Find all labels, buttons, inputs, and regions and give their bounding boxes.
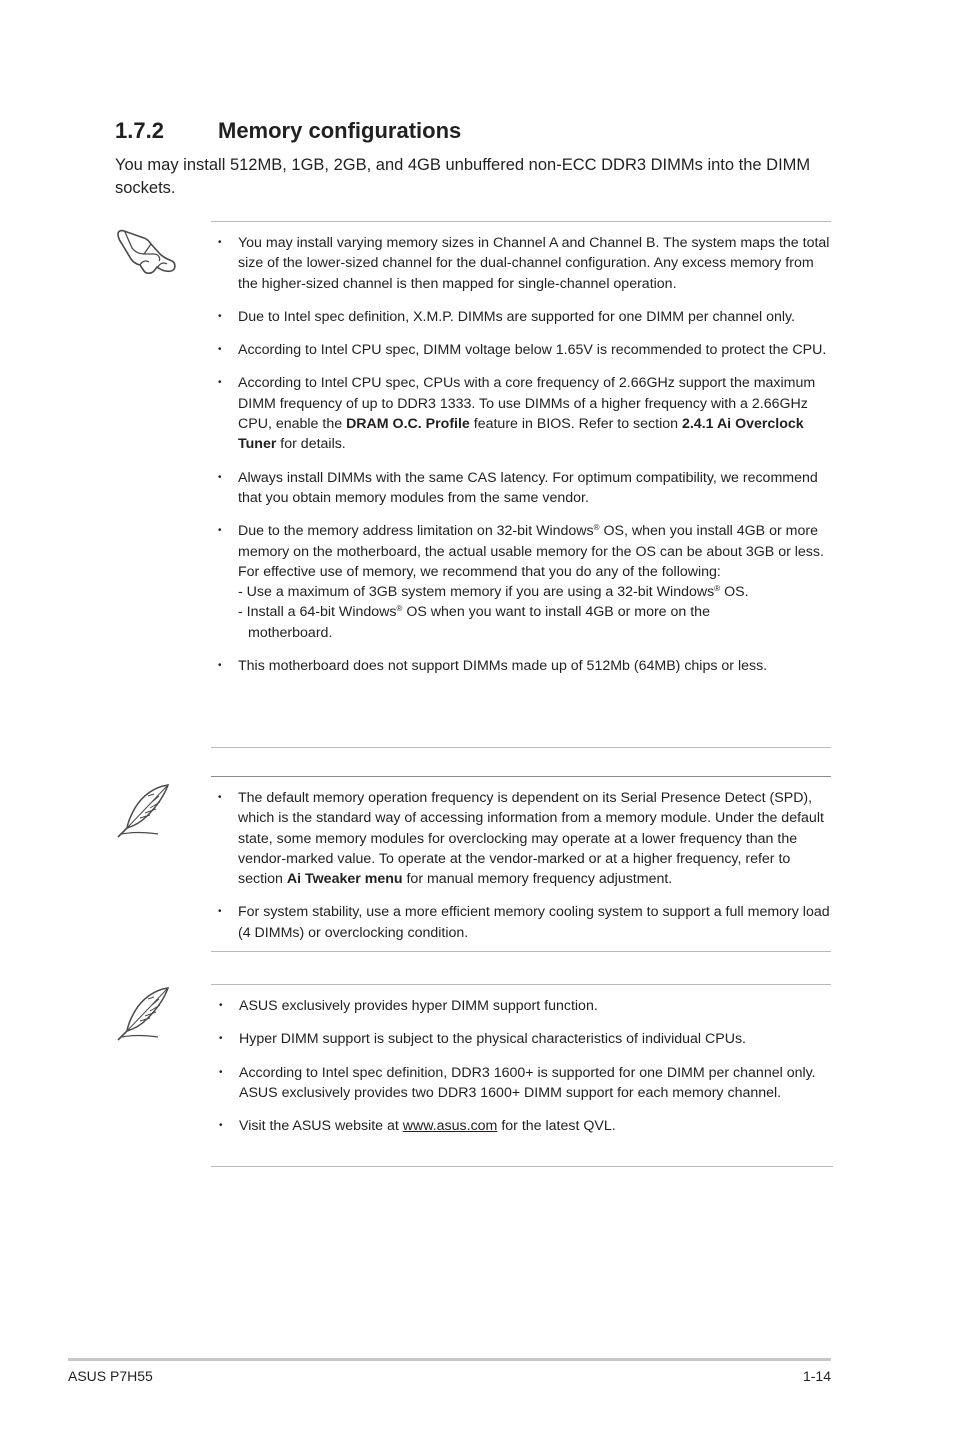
list-item	[218, 902, 833, 943]
list-item	[218, 340, 833, 360]
note-text: According to Intel CPU spec, CPUs with a core frequency of 2.66GHz support the maximum DIMM frequency of up to DDR3 1333. To use DIMMs of a higher frequency with a 2.66GHz CPU, enable the	[238, 375, 816, 433]
feather-pen-icon	[114, 782, 178, 842]
section-reference: 2.4.1 Ai Overclock Tuner	[238, 416, 804, 453]
bullet: •	[218, 344, 222, 356]
bullet: •	[218, 906, 222, 918]
asus-website-link[interactable]: www.asus.com	[402, 1118, 498, 1135]
note-text: Hyper DIMM support is subject to the physical characteristics of individual CPUs.	[239, 1031, 747, 1048]
bullet: •	[218, 660, 222, 672]
bullet: •	[219, 1033, 223, 1045]
sub-item	[238, 582, 833, 602]
list-item	[218, 373, 833, 454]
list-item	[219, 1063, 833, 1104]
block2-notes	[218, 788, 833, 943]
note-text: According to Intel spec definition, DDR3 1600+ is supported for one DIMM per channel only. ASUS exclusively provides two DDR3 1600+ DIMM support for each memory channel.	[239, 1064, 816, 1101]
bullet: •	[218, 237, 222, 248]
list-item	[218, 656, 833, 676]
block2-bottom-rule	[211, 951, 831, 952]
registered-mark: ®	[593, 523, 600, 533]
sub-item-text: OS.	[720, 584, 749, 601]
footer-product-name: ASUS P7H55	[68, 1368, 153, 1384]
note-text: Visit the ASUS website at	[239, 1118, 403, 1135]
section-number: 1.7.2	[115, 118, 164, 143]
registered-mark: ®	[396, 604, 403, 614]
sub-item	[238, 602, 833, 622]
footer-rule	[68, 1358, 831, 1361]
sub-item-text: OS when you want to install 4GB or more on the	[402, 604, 710, 621]
note-text: OS, when you install 4GB or more memory on the motherboard, the actual usable memory for the OS can be about 3GB or less. For effective use of memory, we recommend that you do any of the following:	[238, 523, 824, 580]
list-item	[219, 996, 833, 1016]
list-item	[218, 307, 833, 327]
intro-paragraph: You may install 512MB, 1GB, 2GB, and 4GB unbuffered non-ECC DDR3 DIMMs into the DIMM sockets.	[115, 156, 811, 197]
bullet: •	[218, 792, 222, 803]
note-text: feature in BIOS. Refer to section	[469, 416, 682, 433]
sub-item-text: - Install a 64-bit Windows	[238, 604, 397, 621]
note-text: Due to the memory address limitation on 32-bit Windows	[238, 523, 594, 540]
note-text: This motherboard does not support DIMMs made up of 512Mb (64MB) chips or less.	[238, 658, 768, 675]
section-title: Memory configurations	[218, 118, 462, 143]
block2-top-rule	[211, 776, 831, 777]
bullet: •	[218, 525, 222, 537]
block3-notes	[219, 996, 833, 1136]
note-text: Always install DIMMs with the same CAS latency. For optimum compatibility, we recommend that you obtain memory modules from the same vendor.	[238, 469, 818, 506]
block1-bottom-rule	[211, 747, 831, 748]
note-text: ASUS exclusively provides hyper DIMM support function.	[239, 998, 598, 1014]
note-text: You may install varying memory sizes in Channel A and Channel B. The system maps the total size of the lower-sized channel for the dual-channel configuration. Any excess memory from the higher-sized channel is then mapped for single-channel operation.	[238, 235, 830, 292]
block3-bottom-rule	[211, 1166, 833, 1167]
sub-item-continuation: motherboard.	[248, 624, 333, 641]
list-item	[219, 1029, 833, 1049]
note-text: for manual memory frequency adjustment.	[402, 871, 673, 888]
bullet: •	[218, 471, 222, 483]
note-text: Due to Intel spec definition, X.M.P. DIMMs are supported for one DIMM per channel only.	[238, 308, 795, 325]
list-item	[218, 233, 833, 294]
bullet: •	[219, 1066, 223, 1078]
list-item	[218, 468, 833, 509]
bullet: •	[218, 310, 222, 322]
note-text: According to Intel CPU spec, DIMM voltage below 1.65V is recommended to protect the CPU.	[238, 342, 827, 359]
registered-mark: ®	[714, 584, 721, 594]
hand-pointing-icon	[114, 226, 178, 286]
list-item	[218, 521, 833, 643]
bullet: •	[218, 377, 222, 389]
list-item	[218, 788, 833, 889]
bullet: •	[219, 1000, 223, 1011]
block3-top-rule	[211, 984, 831, 985]
sub-item-text: - Use a maximum of 3GB system memory if you are using a 32-bit Windows	[238, 584, 715, 601]
list-item	[219, 1116, 833, 1136]
bullet: •	[219, 1120, 223, 1132]
bold-term: DRAM O.C. Profile	[346, 416, 470, 433]
feather-pen-icon	[114, 985, 178, 1045]
block1-notes	[218, 233, 833, 676]
note-text: The default memory operation frequency is dependent on its Serial Presence Detect (SPD), which is the standard way of accessing information from a memory module. Under the default state, some memory modules for overclocking may operate at a lower frequency than the vendor-marked value. To operate at the vendor-marked or at a higher frequency, refer to section	[238, 790, 824, 888]
note-text: For system stability, use a more efficient memory cooling system to support a full memory load (4 DIMMs) or overclocking condition.	[238, 904, 830, 941]
note-text: for the latest QVL.	[497, 1118, 616, 1135]
note-text: for details.	[276, 436, 346, 453]
block1-top-rule	[211, 221, 831, 222]
section-reference: Ai Tweaker menu	[286, 871, 403, 888]
footer-page-number: 1-14	[802, 1368, 831, 1384]
